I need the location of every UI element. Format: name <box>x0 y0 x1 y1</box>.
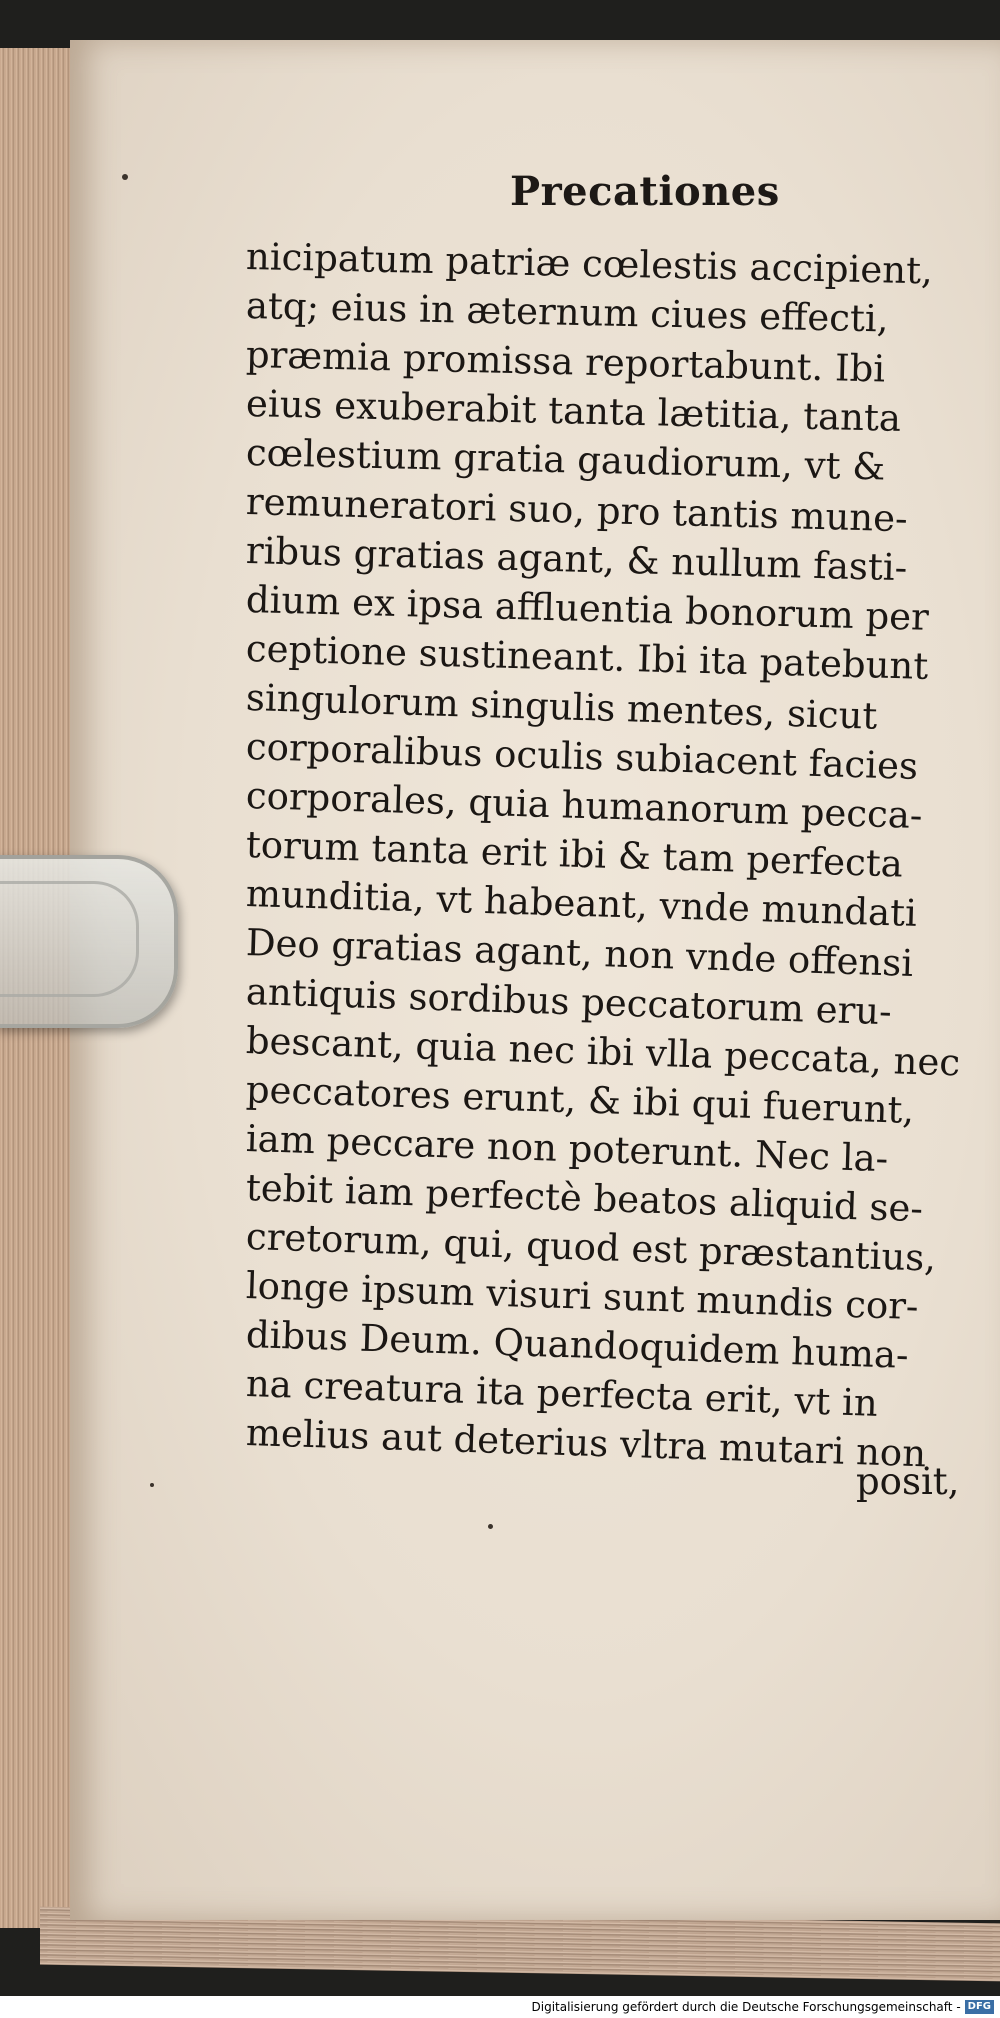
text-line: remuneratori suo, pro tantis mune- <box>245 480 909 541</box>
text-line: corporalibus oculis subiacent facies <box>245 725 919 788</box>
text-line: eius exuberabit tanta lætitia, tanta <box>245 382 902 440</box>
text-line: dium ex ipsa affluentia bonorum per <box>245 578 930 639</box>
text-line: atq; eius in æternum ciues effecti, <box>245 284 889 341</box>
text-line: cretorum, qui, quod est præstantius, <box>245 1215 937 1280</box>
footer-text: Digitalisierung gefördert durch die Deutsche Forschungsgemeinschaft - <box>531 2000 961 2014</box>
running-head: Precationes <box>510 168 780 215</box>
text-line: longe ipsum visuri sunt mundis cor- <box>245 1264 920 1329</box>
dfg-logo: DFG <box>965 2000 994 2014</box>
text-line: bescant, quia nec ibi vlla peccata, nec <box>245 1019 961 1085</box>
text-line: na creatura ita perfecta erit, vt in <box>245 1362 879 1425</box>
book-clip <box>0 855 178 1028</box>
text-line: præmia promissa reportabunt. Ibi <box>245 333 886 391</box>
text-line: corporales, quia humanorum pecca- <box>245 774 924 838</box>
catchword: posit, <box>856 1460 960 1503</box>
text-line: munditia, vt habeant, vnde mundati <box>245 872 918 935</box>
text-line: melius aut deterius vltra mutari non <box>245 1411 927 1476</box>
body-text <box>246 232 986 1506</box>
paper-speck <box>122 174 128 180</box>
text-line: singulorum singulis mentes, sicut <box>245 676 878 738</box>
text-line: cœlestium gratia gaudiorum, vt & <box>245 431 886 489</box>
paper-speck <box>488 1524 493 1529</box>
text-line: tebit iam perfectè beatos aliquid se- <box>245 1166 924 1231</box>
paper-speck <box>150 1483 154 1487</box>
text-line: peccatores erunt, & ibi qui fuerunt, <box>245 1068 915 1132</box>
text-line: dibus Deum. Quandoquidem huma- <box>245 1313 910 1377</box>
text-line: ribus gratias agant, & nullum fasti- <box>245 529 908 590</box>
book-clip-inner <box>0 881 139 997</box>
text-line: torum tanta erit ibi & tam perfecta <box>245 823 904 886</box>
text-line: nicipatum patriæ cœlestis accipient, <box>245 235 934 293</box>
digitization-footer <box>0 1996 1000 2018</box>
text-line: iam peccare non poterunt. Nec la- <box>245 1117 889 1181</box>
text-line: Deo gratias agant, non vnde offensi <box>245 921 914 985</box>
text-line: ceptione sustineant. Ibi ita patebunt <box>245 627 929 688</box>
text-line: antiquis sordibus peccatorum eru- <box>245 970 893 1034</box>
